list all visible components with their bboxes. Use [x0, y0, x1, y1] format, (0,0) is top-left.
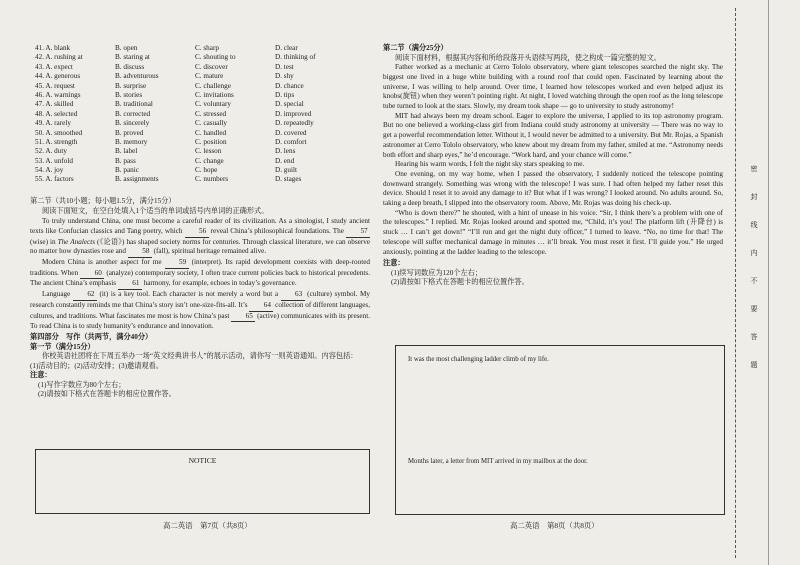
- seal-char: 线: [750, 221, 758, 229]
- option-choice: B. stories: [115, 90, 143, 99]
- option-choice: 55. A. factors: [35, 175, 74, 184]
- right-note-1: (1)续写词数应为120个左右；: [391, 268, 483, 277]
- option-row: [30, 166, 370, 175]
- option-row: [30, 119, 370, 128]
- story-paragraph-3: Hearing his warm words, I felt the night sky stars speaking to me.: [395, 160, 585, 169]
- option-row: [30, 63, 370, 72]
- passage-text: (fall), spiritual heritage remained alive.: [153, 247, 267, 256]
- option-choice: B. assignments: [115, 175, 159, 184]
- note-1: (1)写作字数应为80个左右；: [38, 380, 126, 389]
- passage-text: (analyze) contemporary society, I often trace current policies back to historical precedents. The ancient China’s emphasis: [30, 268, 371, 288]
- option-choice: D. comfort: [275, 137, 307, 146]
- option-row: [30, 157, 370, 166]
- passage-text: (interpret). Its rapid development coexists with deep-rooted traditions. When: [30, 258, 371, 277]
- right-page: [383, 44, 723, 288]
- option-choice: C. hope: [195, 166, 218, 175]
- passage-text: Language: [42, 290, 71, 299]
- option-choice: B. surprise: [115, 81, 147, 90]
- part4-title: 第四部分 写作（共两节，满分40分）: [30, 332, 153, 341]
- note-2: (2)请按如下格式在答题卡的相应位置作答。: [38, 390, 176, 399]
- blank-57: 57: [346, 227, 370, 238]
- story-paragraph-1: Father worked as a mechanic at Cerro Tololo observatory, where giant telescopes searched the night sky. The biggest one lived in a huge white building with a round roof that could open. Fascinated by learning about the universe, I was willing to help around. Over time, I learned how telescopes worked and even helped adjust its knobs(旋钮) when they weren’t pointing right. At night, I loved watching through the open roof as the long telescope tube turned to look at the stars. Slowly, my dream took shape — go to university to study astronomy!: [383, 63, 723, 110]
- left-page: [30, 44, 370, 400]
- option-choice: 43. A. expect: [35, 62, 73, 71]
- right-section-title: 第二节（满分25分）: [383, 44, 448, 52]
- seal-char: 不: [750, 277, 758, 285]
- option-choice: D. clear: [275, 44, 298, 52]
- blank-62: 62: [73, 290, 97, 301]
- option-row: [30, 44, 370, 53]
- option-table: [30, 44, 370, 194]
- option-row: [30, 82, 370, 91]
- seal-char: 密: [750, 165, 758, 173]
- part4-section1-title: 第一节（满分15分）: [30, 342, 95, 351]
- option-row: [30, 100, 370, 109]
- right-instruction: 阅读下面材料，根据其内容和所给段落开头语续写两段，使之构成一篇完整的短文。: [395, 53, 661, 62]
- option-choice: D. shy: [275, 72, 294, 81]
- option-choice: D. end: [275, 156, 295, 165]
- blank-65: 65: [231, 312, 255, 323]
- option-row: [30, 147, 370, 156]
- notice-answer-box: [35, 449, 370, 514]
- option-choice: 41. A. blank: [35, 44, 71, 52]
- option-choice: D. thinking of: [275, 53, 316, 62]
- option-choice: B. panic: [115, 166, 139, 175]
- seal-char: 封: [750, 193, 758, 201]
- right-note-2: (2)请按如下格式在答题卡的相应位置作答。: [391, 278, 529, 287]
- option-choice: 51. A. strength: [35, 137, 78, 146]
- footer-left: 高二英语 第7页（共8页）: [163, 521, 252, 530]
- story-paragraph-4: One evening, on my way home, when I passed the observatory, I suddenly noticed the telescope pointing downward strangely. Something was wrong with the telescope! I was sure. I had often helped my father reset this device. Should I reset it to avoid any damage to it? But what if I was wrong? I looked around. No adults around. So, taking a deep breath, I slipped into the observatory room. Above, Mr. Rojas was doing his check-up.: [383, 169, 723, 208]
- option-row: [30, 129, 370, 138]
- option-choice: 47. A. skilled: [35, 100, 74, 109]
- option-choice: B. discuss: [115, 62, 145, 71]
- option-choice: D. test: [275, 62, 294, 71]
- option-choice: D. lens: [275, 147, 296, 156]
- option-choice: B. adventurous: [115, 72, 159, 81]
- section2-instruction: 阅读下面短文，在空白处填入1个适当的单词或括号内单词的正确形式。: [42, 206, 269, 215]
- option-choice: B. proved: [115, 128, 144, 137]
- passage-text: (wise) in: [30, 237, 56, 246]
- option-choice: C. position: [195, 137, 227, 146]
- option-choice: D. special: [275, 100, 304, 109]
- passage-text: (culture) symbol. My research constantly reminds me that China’s story isn’t one-size-fits-all. It’s: [30, 290, 371, 309]
- option-choice: C. discover: [195, 62, 228, 71]
- option-choice: B. open: [115, 44, 138, 52]
- passage-text: (it) is a key tool. Each character is not merely a word but a: [99, 290, 279, 299]
- seal-char: 题: [750, 361, 758, 369]
- option-choice: B. staring at: [115, 53, 150, 62]
- right-note-label: 注意：: [383, 259, 405, 268]
- blank-61: 61: [118, 279, 142, 290]
- option-choice: B. traditional: [115, 100, 153, 109]
- option-choice: B. memory: [115, 137, 148, 146]
- answer-opening-line-2: Months later, a letter from MIT arrived in my mailbox at the door.: [408, 458, 588, 465]
- option-choice: C. stressed: [195, 109, 227, 118]
- option-choice: B. pass: [115, 156, 136, 165]
- option-choice: C. numbers: [195, 175, 229, 184]
- option-choice: 49. A. rarely: [35, 119, 71, 128]
- passage-text: (active) communicates with its present. To read China is to study humanity’s endurance and innovation.: [30, 311, 371, 331]
- option-choice: 53. A. unfold: [35, 156, 73, 165]
- option-choice: 52. A. duty: [35, 147, 67, 156]
- option-row: [30, 138, 370, 147]
- page-edge: [768, 0, 769, 565]
- passage-text: reveal China’s philosophical foundations. The: [210, 226, 344, 235]
- part4-instruction: 你校英语社团将在下周五举办一场“英文经典讲书人”的展示活动，请你写一则英语通知。内容包括：: [42, 352, 358, 361]
- option-choice: 48. A. selected: [35, 109, 78, 118]
- option-row: [30, 175, 370, 184]
- option-row: [30, 53, 370, 62]
- blank-60: 60: [80, 269, 104, 280]
- option-choice: D. stages: [275, 175, 302, 184]
- answer-opening-line-1: It was the most challenging ladder climb of my life.: [408, 356, 549, 363]
- continuation-answer-box: [395, 345, 725, 515]
- option-choice: C. voluntary: [195, 100, 231, 109]
- option-choice: B. label: [115, 147, 138, 156]
- story-paragraph-5: “Who is down there?” he shouted, with a hint of unease in his voice. “Sir, I think there’s a problem with one of the telescopes.” I replied. Mr. Rojas looked around and spotted me, “Child, it’s you! The platform lift (升降台) is stuck … I can’t get down!” “I’ll run and get the night duty officer,” I turned to leave. “No, no time for that! The telescope will suffer mechanical damage in minutes … it’ll break. You must reset it first. I’ll guide you.” He urged anxiously, pointing at the ladder leading to the telescope.: [383, 208, 723, 256]
- passage-text: (《论语》) has shaped society norms for centuries. Through classical literature, we can observe no matter how dynasties rose and: [30, 237, 370, 256]
- option-choice: D. tips: [275, 90, 295, 99]
- story-paragraph-2: MIT had always been my dream school. Eager to explore the universe, I applied to its top astronomy program. But no one believed a working-class girl from Indiana could study astronomy at university — There was no way to get a powerful recommendation letter. Without it, I would never be admitted to a university. But Mr. Rojas, a Spanish astronomer at Cerro Tololo observatory, who knew about my dream from my father, smiled at me. “Astronomy needs both effort and sharp eyes,” he’d encourage. “Work hard, and your chance will come.”: [383, 111, 723, 159]
- option-row: [30, 91, 370, 100]
- notice-title: NOTICE: [188, 456, 217, 465]
- option-choice: C. handled: [195, 128, 227, 137]
- part4-points: (1)活动目的；(2)活动安排；(3)邀请观看。: [30, 361, 163, 370]
- option-choice: 44. A. generous: [35, 72, 81, 81]
- seal-char: 内: [750, 249, 758, 257]
- passage-paragraph-3: [30, 290, 370, 332]
- option-row: [30, 110, 370, 119]
- footer-right: 高二英语 第8页（共8页）: [510, 521, 599, 530]
- option-choice: C. change: [195, 156, 224, 165]
- option-choice: C. mature: [195, 72, 224, 81]
- blank-58: 58: [128, 247, 152, 258]
- option-choice: D. repeatedly: [275, 119, 314, 128]
- option-choice: C. shouting to: [195, 53, 236, 62]
- option-choice: 46. A. warnings: [35, 90, 81, 99]
- seal-char: 要: [750, 305, 758, 313]
- option-choice: 50. A. smoothed: [35, 128, 83, 137]
- option-row: [30, 72, 370, 81]
- option-choice: C. casually: [195, 119, 227, 128]
- option-choice: B. corrected: [115, 109, 151, 118]
- option-choice: 54. A. joy: [35, 166, 64, 175]
- passage-text: To truly understand China, one must become a careful reader of its civilization. As a sinologist, I study ancient texts like Confucian classics and Tang poetry, which: [30, 217, 370, 235]
- option-choice: B. sincerely: [115, 119, 150, 128]
- passage-text: Modern China is another aspect for me: [42, 258, 162, 266]
- note-label: 注意：: [30, 371, 52, 380]
- blank-59: 59: [165, 258, 189, 269]
- passage-paragraph-1: [30, 217, 370, 258]
- blank-56: 56: [185, 227, 209, 238]
- option-choice: C. lesson: [195, 147, 222, 156]
- blank-63: 63: [281, 290, 305, 301]
- section2-title: 第二节（共10小题；每小题1.5分，满分15分）: [30, 197, 176, 205]
- option-choice: D. improved: [275, 109, 312, 118]
- option-choice: C. invitations: [195, 90, 234, 99]
- blank-64: 64: [249, 301, 273, 312]
- option-choice: 45. A. request: [35, 81, 75, 90]
- passage-paragraph-2: [30, 258, 370, 290]
- passage-text: collection of different languages, cultures, and traditions. What fascinates me most is how China’s past: [30, 300, 371, 320]
- option-choice: D. chance: [275, 81, 304, 90]
- option-choice: C. challenge: [195, 81, 231, 90]
- seal-text: [748, 160, 760, 384]
- seal-dashed-line: [735, 8, 736, 558]
- passage-text: harmony, for example, echoes in today’s governance.: [143, 279, 297, 288]
- seal-char: 答: [750, 333, 758, 341]
- option-choice: D. covered: [275, 128, 307, 137]
- option-choice: C. sharp: [195, 44, 219, 52]
- book-title: The Analects: [57, 237, 96, 246]
- option-choice: D. guilt: [275, 166, 297, 175]
- option-choice: 42. A. rushing at: [35, 53, 83, 62]
